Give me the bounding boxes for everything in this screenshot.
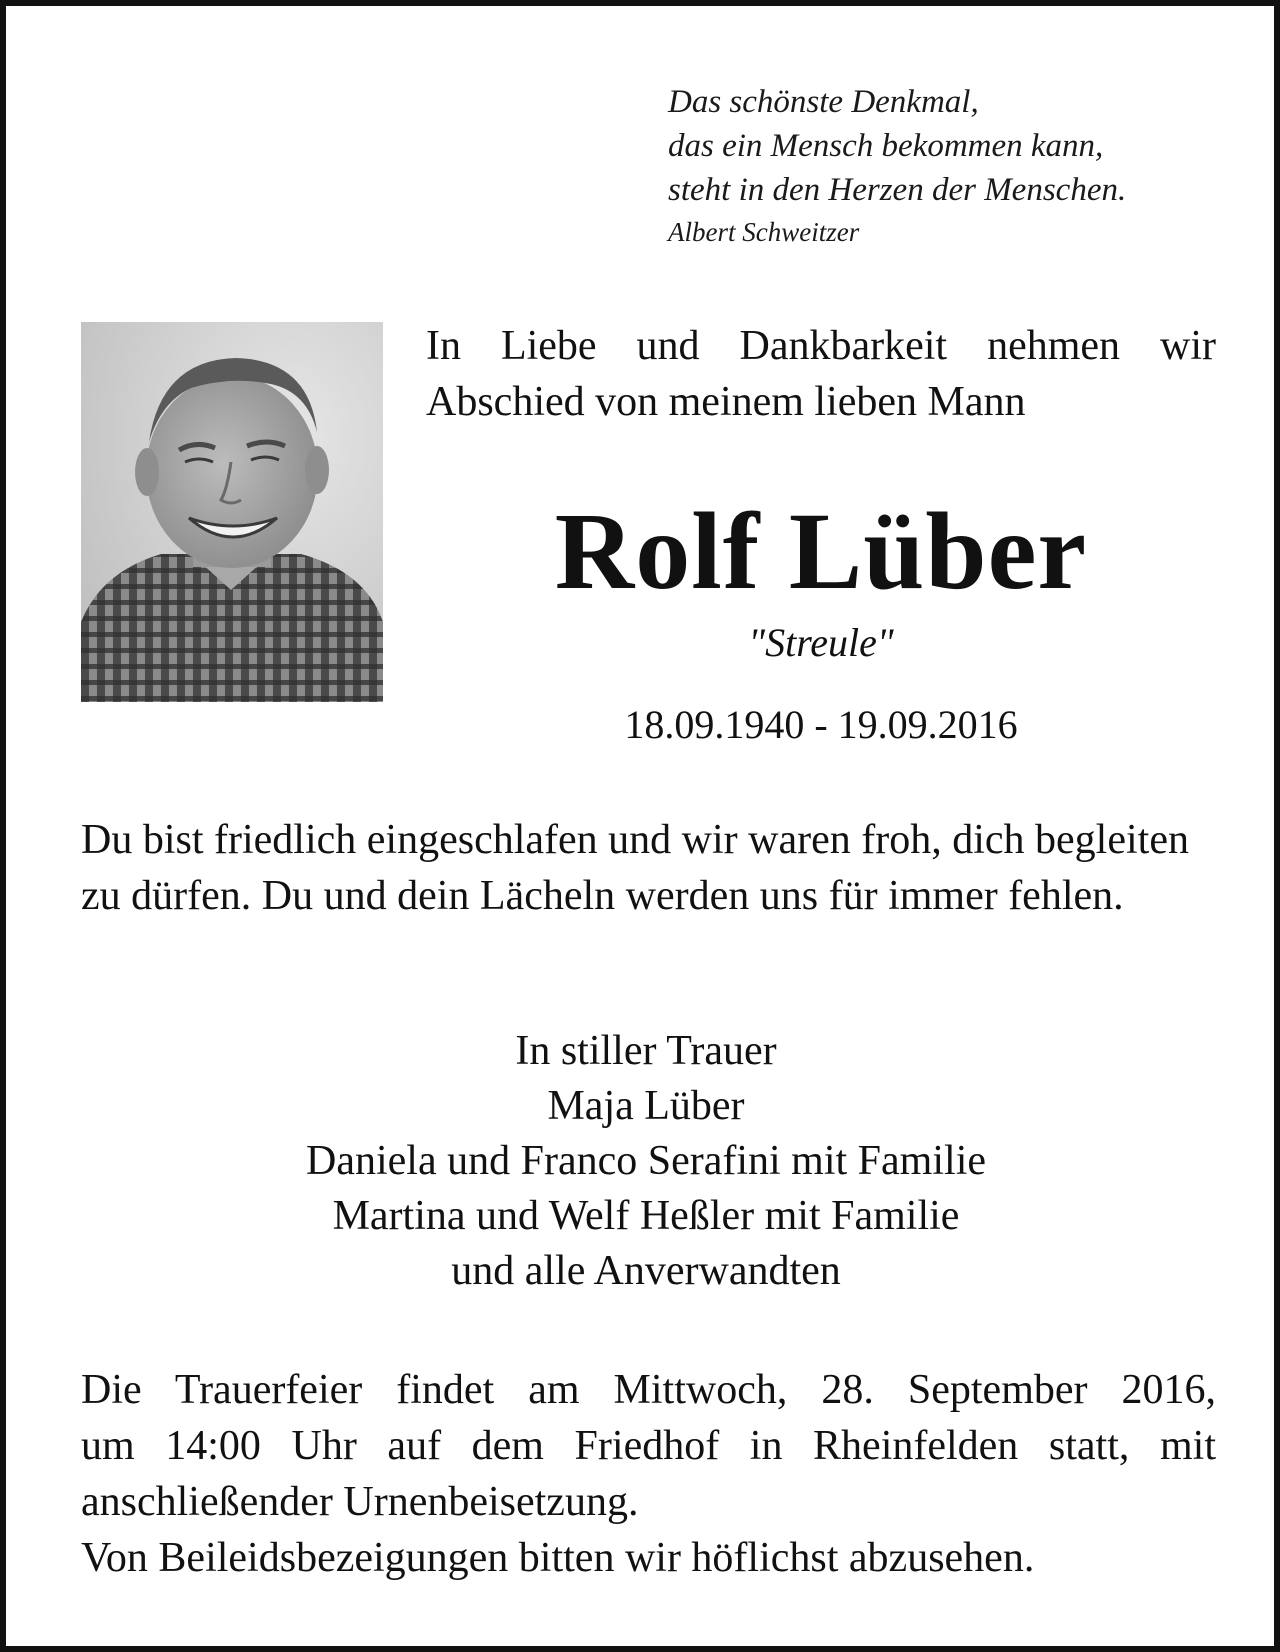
memorial-quote [668,80,1126,252]
quote-author: Albert Schweitzer [668,217,860,247]
portrait-photo [81,322,383,702]
mourners-heading: In stiller Trauer [515,1028,777,1074]
quote-line: das ein Mensch bekommen kann, [668,128,1104,164]
quote-line: Das schönste Denkmal, [668,84,979,120]
service-line: Von Beileidsbezeigungen bitten wir höflichst abzusehen. [81,1535,1035,1581]
mourner-name: Martina und Welf Heßler mit Familie [332,1193,960,1239]
service-line: um 14:00 Uhr auf dem Friedhof in Rheinfelden statt, mit [81,1423,1216,1469]
service-info [81,1362,1216,1586]
intro-text [426,318,1216,430]
quote-line: steht in den Herzen der Menschen. [668,172,1127,208]
intro-line: Abschied von meinem lieben Mann [426,379,1026,425]
farewell-message: Du bist friedlich eingeschlafen und wir waren froh, dich begleiten zu dürfen. Du und dein Lächeln werden uns für immer fehlen. [81,817,1189,919]
mourner-name: Daniela und Franco Serafini mit Familie [306,1138,986,1184]
intro-line: In Liebe und Dankbarkeit nehmen wir [426,323,1216,369]
mourner-name: Maja Lüber [547,1083,745,1129]
deceased-nickname: "Streule" [748,620,894,665]
life-dates: 18.09.1940 - 19.09.2016 [624,702,1018,747]
service-line: anschließender Urnenbeisetzung. [81,1479,639,1525]
mourner-name: und alle Anverwandten [451,1248,841,1294]
service-line: Die Trauerfeier findet am Mittwoch, 28. September 2016, [81,1367,1216,1413]
mourners-block [81,1024,1211,1299]
deceased-name: Rolf Lüber [554,490,1088,612]
portrait-image [81,322,383,702]
